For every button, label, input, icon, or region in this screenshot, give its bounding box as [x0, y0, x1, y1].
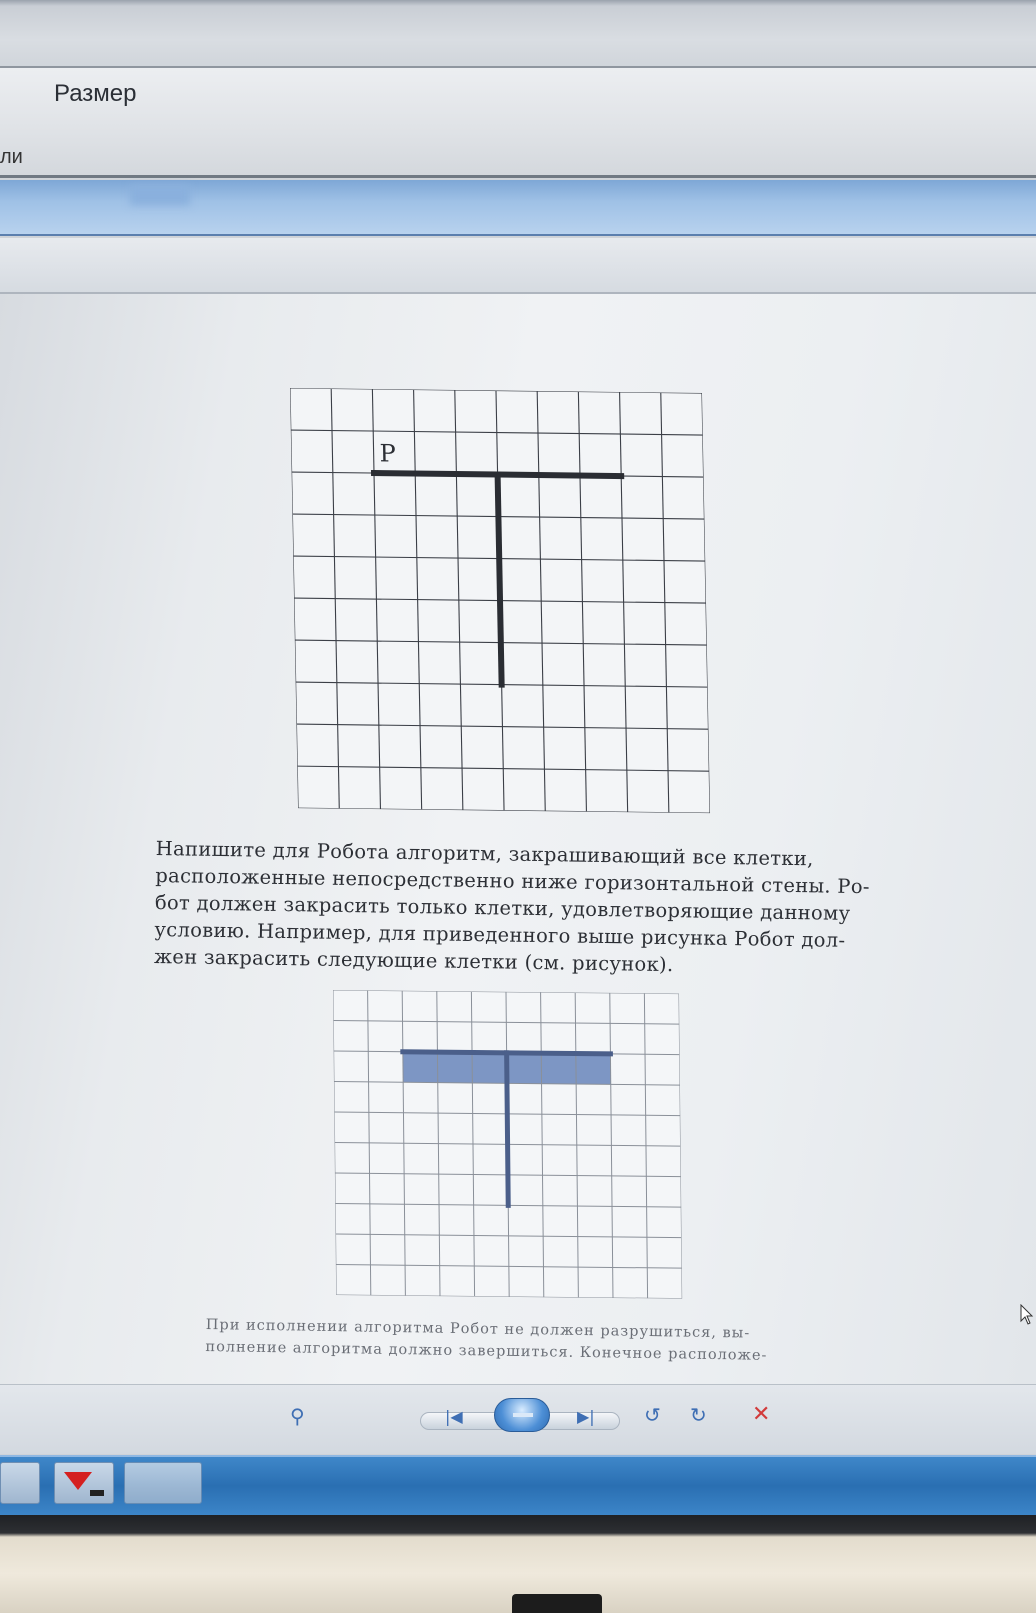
- task-line: Напишите для Робота алгоритм, закрашивающий все клетки,: [155, 836, 814, 871]
- taskbar-app-button[interactable]: [124, 1462, 202, 1504]
- footer-line: полнение алгоритма должно завершиться. Конечное расположе-: [205, 1338, 768, 1364]
- mouse-pointer-icon: [1020, 1304, 1034, 1326]
- taskbar-app-button[interactable]: [0, 1462, 40, 1504]
- shaded-cell: [472, 1052, 507, 1083]
- last-page-icon[interactable]: ▶|: [577, 1407, 595, 1426]
- first-page-icon[interactable]: |◀: [445, 1407, 463, 1426]
- close-icon[interactable]: ✕: [752, 1402, 771, 1427]
- shaded-cell: [507, 1053, 542, 1084]
- robot-grid-initial: [290, 388, 710, 813]
- viewer-toolbar: [0, 238, 1036, 294]
- rotate-right-icon[interactable]: ↻: [690, 1403, 707, 1427]
- task-line: расположенные непосредственно ниже горизонтальной стены. Ро-: [155, 863, 870, 899]
- task-description: [154, 835, 916, 982]
- task-line: условию. Например, для приведенного выше рисунка Робот дол-: [154, 917, 846, 952]
- title-bar-blur: [130, 185, 190, 205]
- size-menu-label[interactable]: Размер: [54, 80, 137, 107]
- slideshow-bar: [513, 1413, 533, 1417]
- shaded-cell: [576, 1054, 611, 1085]
- slideshow-icon[interactable]: [494, 1398, 550, 1432]
- flag-base-icon: [90, 1490, 104, 1496]
- rotate-left-icon[interactable]: ↺: [644, 1403, 661, 1427]
- vertical-wall: [498, 475, 502, 685]
- flag-icon: [64, 1472, 92, 1490]
- task-line: жен закрасить следующие клетки (см. рисунок).: [153, 944, 674, 977]
- shaded-cell: [541, 1053, 576, 1084]
- shaded-cell: [437, 1052, 472, 1083]
- task-line: бот должен закрасить только клетки, удовлетворяющие данному: [154, 890, 851, 925]
- monitor-logo: [512, 1594, 602, 1613]
- zoom-icon[interactable]: ⚲: [290, 1404, 305, 1428]
- ribbon-panel: [0, 66, 1036, 178]
- footer-line: При исполнении алгоритма Робот не должен разрушиться, вы-: [205, 1316, 751, 1342]
- robot-grid-solution: [333, 990, 682, 1299]
- vertical-wall: [507, 1053, 509, 1206]
- shaded-cell: [403, 1052, 438, 1083]
- partial-menu-label[interactable]: ли: [0, 146, 23, 168]
- window-top-strip: [0, 0, 1036, 70]
- robot-marker: Р: [379, 439, 397, 468]
